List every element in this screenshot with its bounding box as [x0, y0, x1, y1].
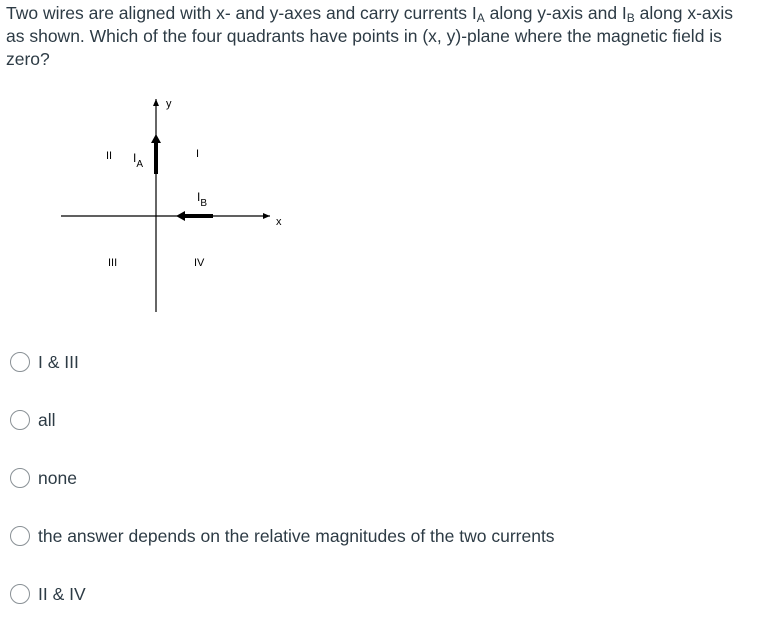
radio-button[interactable] [10, 410, 30, 430]
quadrant-3-label: III [108, 257, 118, 269]
option-label: II & IV [38, 584, 86, 604]
quadrant-1-label: I [196, 148, 200, 160]
question-subscript-b: B [626, 11, 635, 25]
option-label: all [38, 410, 56, 430]
option-all[interactable] [10, 409, 56, 431]
option-label: none [38, 468, 77, 488]
current-a-arrowhead [151, 134, 161, 143]
question-part-2: along y-axis and I [484, 3, 627, 23]
current-a-label: $I_A$ [133, 151, 144, 170]
radio-button[interactable] [10, 352, 30, 372]
question-subscript-a: A [476, 11, 485, 25]
option-none[interactable] [10, 467, 77, 489]
option-label: the answer depends on the relative magnitudes of the two currents [38, 526, 555, 546]
option-ii-and-iv[interactable] [10, 583, 86, 605]
quadrant-2-label: II [106, 150, 113, 162]
question-text [6, 2, 746, 71]
radio-button[interactable] [10, 584, 30, 604]
y-axis-label: y [166, 98, 172, 110]
question-part-1: Two wires are aligned with x- and y-axes and carry currents I [6, 3, 477, 23]
x-axis-label: x [276, 216, 282, 228]
current-b-arrowhead [176, 211, 185, 221]
radio-button[interactable] [10, 526, 30, 546]
current-b-label: $I_B$ [197, 190, 208, 209]
question-part-3: along x-axis as shown. Which of the four quadrants have points in (x, y)-plane where the magnetic field is zero? [6, 3, 734, 69]
option-label: I & III [38, 352, 79, 372]
radio-button[interactable] [10, 468, 30, 488]
option-i-and-iii[interactable] [10, 351, 79, 373]
quadrant-4-label: IV [194, 257, 205, 269]
option-depends-on-magnitudes[interactable] [10, 525, 555, 547]
wire-diagram [0, 90, 300, 320]
